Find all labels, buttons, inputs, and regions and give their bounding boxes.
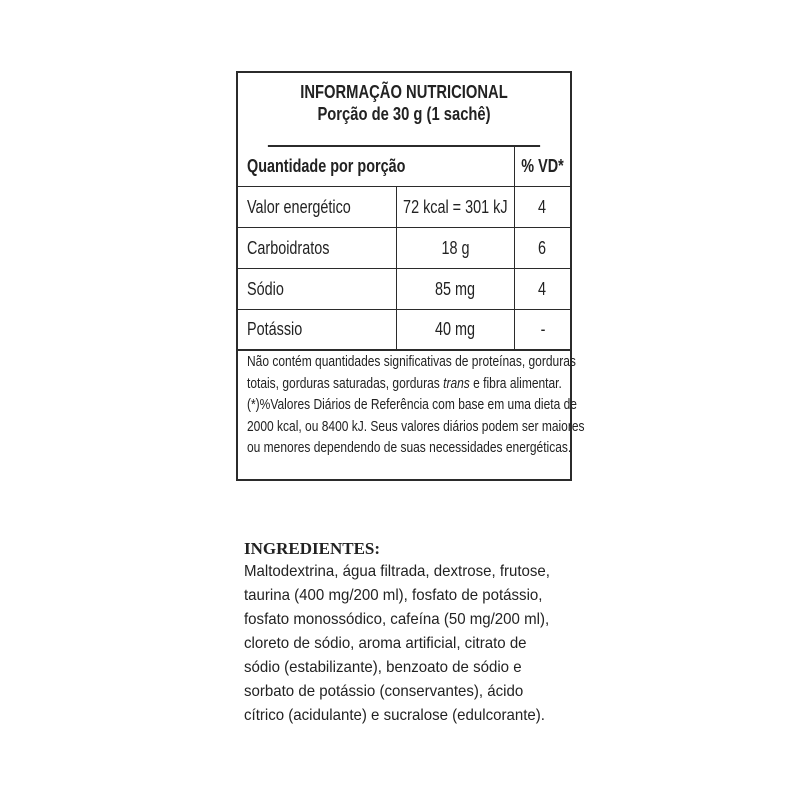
- table-row: [238, 269, 570, 310]
- row-amount: 18 g: [441, 237, 470, 258]
- table-row: [238, 187, 570, 228]
- row-label: Sódio: [247, 278, 284, 299]
- footnote-line: ou menores dependendo de suas necessidades energéticas.: [247, 439, 572, 456]
- row-vd: 4: [538, 196, 547, 217]
- footnote-line: Não contém quantidades significativas de proteínas, gorduras: [247, 353, 576, 370]
- ingredients-line: sódio (estabilizante), benzoato de sódio e: [244, 659, 522, 676]
- footnote-line: 2000 kcal, ou 8400 kJ. Seus valores diários podem ser maiores: [247, 417, 585, 435]
- ingredients-line: cítrico (acidulante) e sucralose (edulcorante).: [244, 707, 545, 724]
- row-vd: 4: [538, 278, 547, 299]
- ingredients-line: cloreto de sódio, aroma artificial, citrato de: [244, 635, 527, 652]
- nutrition-footnote: [247, 351, 585, 459]
- row-amount: 72 kcal = 301 kJ: [403, 196, 508, 217]
- ingredients-title: INGREDIENTES:: [244, 539, 381, 558]
- column-header-row: [238, 147, 570, 187]
- ingredients-line: Maltodextrina, água filtrada, dextrose, frutose,: [244, 563, 550, 580]
- row-amount: 40 mg: [435, 319, 476, 339]
- footnote-trans: trans: [443, 374, 470, 392]
- row-amount: 85 mg: [435, 278, 476, 299]
- table-row: [238, 228, 570, 269]
- serving-size: Porção de 30 g (1 sachê): [317, 104, 491, 124]
- row-vd: -: [540, 319, 545, 339]
- ingredients-section: [244, 538, 614, 728]
- quantity-column-header: Quantidade por porção: [247, 156, 406, 176]
- row-label: Valor energético: [247, 196, 351, 217]
- nutrition-title: INFORMAÇÃO NUTRICIONAL: [300, 82, 508, 102]
- ingredients-line: taurina (400 mg/200 ml), fosfato de potássio,: [244, 587, 543, 604]
- ingredients-line: fosfato monossódico, cafeína (50 mg/200 ml),: [244, 611, 550, 628]
- ingredients-line: sorbato de potássio (conservantes), ácido: [244, 683, 524, 700]
- table-row: [238, 310, 570, 351]
- vd-column-header: % VD*: [521, 156, 564, 176]
- nutrition-facts-table: [236, 71, 585, 481]
- footnote-line: (*)%Valores Diários de Referência com base em uma dieta de: [247, 396, 577, 413]
- row-label: Carboidratos: [247, 237, 330, 258]
- row-vd: 6: [538, 237, 547, 258]
- row-label: Potássio: [247, 319, 303, 339]
- nutrition-header: [268, 73, 540, 147]
- footnote-line: totais, gorduras saturadas, gorduras trans e fibra alimentar.: [247, 374, 562, 392]
